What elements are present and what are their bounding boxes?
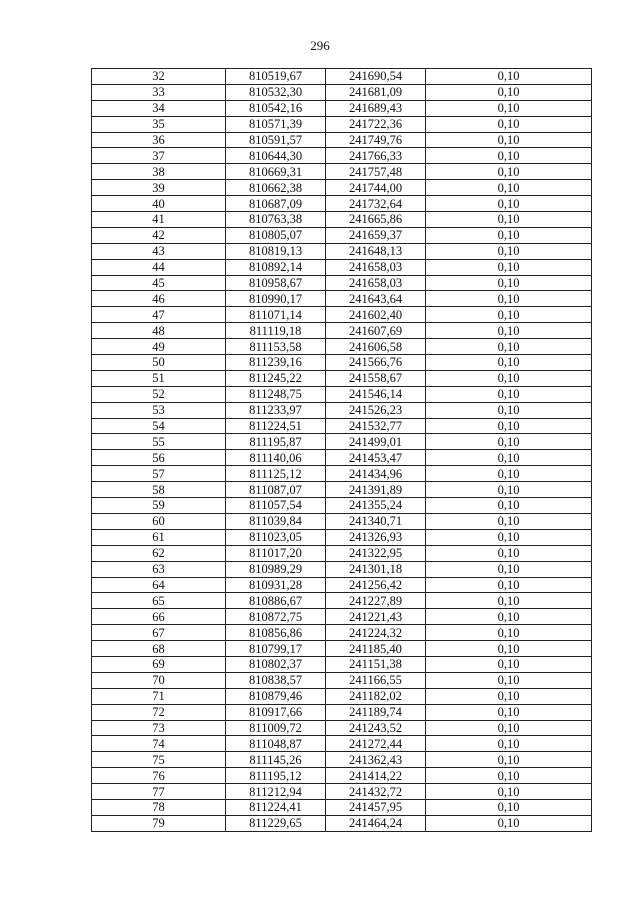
accuracy-cell: 0,10 bbox=[426, 434, 592, 450]
accuracy-cell: 0,10 bbox=[426, 227, 592, 243]
y-coordinate-cell: 241566,76 bbox=[326, 355, 426, 371]
table-row bbox=[92, 656, 592, 672]
table-row bbox=[92, 450, 592, 466]
point-number-cell: 37 bbox=[92, 148, 226, 164]
x-coordinate-cell: 811023,05 bbox=[226, 529, 326, 545]
accuracy-cell: 0,10 bbox=[426, 609, 592, 625]
y-coordinate-cell: 241362,43 bbox=[326, 752, 426, 768]
point-number-cell: 77 bbox=[92, 784, 226, 800]
point-number-cell: 41 bbox=[92, 212, 226, 228]
point-number-cell: 56 bbox=[92, 450, 226, 466]
accuracy-cell: 0,10 bbox=[426, 720, 592, 736]
table-row bbox=[92, 386, 592, 402]
y-coordinate-cell: 241434,96 bbox=[326, 466, 426, 482]
x-coordinate-cell: 810886,67 bbox=[226, 593, 326, 609]
x-coordinate-cell: 810687,09 bbox=[226, 196, 326, 212]
y-coordinate-cell: 241272,44 bbox=[326, 736, 426, 752]
accuracy-cell: 0,10 bbox=[426, 180, 592, 196]
y-coordinate-cell: 241690,54 bbox=[326, 69, 426, 85]
y-coordinate-cell: 241221,43 bbox=[326, 609, 426, 625]
coordinates-table-body bbox=[92, 69, 592, 832]
x-coordinate-cell: 810958,67 bbox=[226, 275, 326, 291]
point-number-cell: 38 bbox=[92, 164, 226, 180]
y-coordinate-cell: 241391,89 bbox=[326, 482, 426, 498]
y-coordinate-cell: 241224,32 bbox=[326, 625, 426, 641]
accuracy-cell: 0,10 bbox=[426, 243, 592, 259]
point-number-cell: 54 bbox=[92, 418, 226, 434]
accuracy-cell: 0,10 bbox=[426, 164, 592, 180]
accuracy-cell: 0,10 bbox=[426, 291, 592, 307]
x-coordinate-cell: 811048,87 bbox=[226, 736, 326, 752]
x-coordinate-cell: 810892,14 bbox=[226, 259, 326, 275]
page-number: 296 bbox=[310, 38, 330, 53]
x-coordinate-cell: 811009,72 bbox=[226, 720, 326, 736]
accuracy-cell: 0,10 bbox=[426, 100, 592, 116]
x-coordinate-cell: 810989,29 bbox=[226, 561, 326, 577]
table-row bbox=[92, 164, 592, 180]
accuracy-cell: 0,10 bbox=[426, 799, 592, 815]
table-row bbox=[92, 672, 592, 688]
y-coordinate-cell: 241658,03 bbox=[326, 275, 426, 291]
y-coordinate-cell: 241532,77 bbox=[326, 418, 426, 434]
point-number-cell: 78 bbox=[92, 799, 226, 815]
accuracy-cell: 0,10 bbox=[426, 577, 592, 593]
x-coordinate-cell: 810542,16 bbox=[226, 100, 326, 116]
y-coordinate-cell: 241256,42 bbox=[326, 577, 426, 593]
y-coordinate-cell: 241607,69 bbox=[326, 323, 426, 339]
accuracy-cell: 0,10 bbox=[426, 736, 592, 752]
accuracy-cell: 0,10 bbox=[426, 196, 592, 212]
table-row bbox=[92, 688, 592, 704]
table-row bbox=[92, 116, 592, 132]
table-row bbox=[92, 593, 592, 609]
point-number-cell: 52 bbox=[92, 386, 226, 402]
y-coordinate-cell: 241606,58 bbox=[326, 339, 426, 355]
table-row bbox=[92, 529, 592, 545]
accuracy-cell: 0,10 bbox=[426, 625, 592, 641]
table-row bbox=[92, 545, 592, 561]
table-row bbox=[92, 275, 592, 291]
x-coordinate-cell: 811233,97 bbox=[226, 402, 326, 418]
x-coordinate-cell: 811125,12 bbox=[226, 466, 326, 482]
accuracy-cell: 0,10 bbox=[426, 275, 592, 291]
table-row bbox=[92, 641, 592, 657]
y-coordinate-cell: 241301,18 bbox=[326, 561, 426, 577]
point-number-cell: 75 bbox=[92, 752, 226, 768]
accuracy-cell: 0,10 bbox=[426, 418, 592, 434]
point-number-cell: 51 bbox=[92, 370, 226, 386]
point-number-cell: 59 bbox=[92, 498, 226, 514]
point-number-cell: 39 bbox=[92, 180, 226, 196]
table-row bbox=[92, 243, 592, 259]
point-number-cell: 69 bbox=[92, 656, 226, 672]
table-row bbox=[92, 84, 592, 100]
accuracy-cell: 0,10 bbox=[426, 784, 592, 800]
point-number-cell: 67 bbox=[92, 625, 226, 641]
x-coordinate-cell: 810571,39 bbox=[226, 116, 326, 132]
table-row bbox=[92, 132, 592, 148]
x-coordinate-cell: 811119,18 bbox=[226, 323, 326, 339]
point-number-cell: 49 bbox=[92, 339, 226, 355]
y-coordinate-cell: 241414,22 bbox=[326, 768, 426, 784]
accuracy-cell: 0,10 bbox=[426, 339, 592, 355]
table-row bbox=[92, 609, 592, 625]
accuracy-cell: 0,10 bbox=[426, 672, 592, 688]
x-coordinate-cell: 810856,86 bbox=[226, 625, 326, 641]
point-number-cell: 60 bbox=[92, 513, 226, 529]
x-coordinate-cell: 811245,22 bbox=[226, 370, 326, 386]
x-coordinate-cell: 810802,37 bbox=[226, 656, 326, 672]
accuracy-cell: 0,10 bbox=[426, 323, 592, 339]
x-coordinate-cell: 811248,75 bbox=[226, 386, 326, 402]
table-row bbox=[92, 291, 592, 307]
point-number-cell: 62 bbox=[92, 545, 226, 561]
y-coordinate-cell: 241185,40 bbox=[326, 641, 426, 657]
y-coordinate-cell: 241749,76 bbox=[326, 132, 426, 148]
accuracy-cell: 0,10 bbox=[426, 355, 592, 371]
point-number-cell: 71 bbox=[92, 688, 226, 704]
x-coordinate-cell: 810519,67 bbox=[226, 69, 326, 85]
accuracy-cell: 0,10 bbox=[426, 307, 592, 323]
y-coordinate-cell: 241658,03 bbox=[326, 259, 426, 275]
y-coordinate-cell: 241558,67 bbox=[326, 370, 426, 386]
table-row bbox=[92, 180, 592, 196]
point-number-cell: 63 bbox=[92, 561, 226, 577]
table-row bbox=[92, 768, 592, 784]
y-coordinate-cell: 241722,36 bbox=[326, 116, 426, 132]
y-coordinate-cell: 241227,89 bbox=[326, 593, 426, 609]
y-coordinate-cell: 241189,74 bbox=[326, 704, 426, 720]
y-coordinate-cell: 241648,13 bbox=[326, 243, 426, 259]
point-number-cell: 40 bbox=[92, 196, 226, 212]
table-row bbox=[92, 339, 592, 355]
y-coordinate-cell: 241182,02 bbox=[326, 688, 426, 704]
accuracy-cell: 0,10 bbox=[426, 768, 592, 784]
accuracy-cell: 0,10 bbox=[426, 212, 592, 228]
x-coordinate-cell: 811224,41 bbox=[226, 799, 326, 815]
accuracy-cell: 0,10 bbox=[426, 688, 592, 704]
table-row bbox=[92, 513, 592, 529]
point-number-cell: 36 bbox=[92, 132, 226, 148]
y-coordinate-cell: 241326,93 bbox=[326, 529, 426, 545]
table-row bbox=[92, 69, 592, 85]
accuracy-cell: 0,10 bbox=[426, 561, 592, 577]
table-row bbox=[92, 259, 592, 275]
table-row bbox=[92, 482, 592, 498]
table-row bbox=[92, 370, 592, 386]
point-number-cell: 58 bbox=[92, 482, 226, 498]
accuracy-cell: 0,10 bbox=[426, 752, 592, 768]
table-row bbox=[92, 434, 592, 450]
point-number-cell: 47 bbox=[92, 307, 226, 323]
point-number-cell: 65 bbox=[92, 593, 226, 609]
y-coordinate-cell: 241166,55 bbox=[326, 672, 426, 688]
table-row bbox=[92, 196, 592, 212]
x-coordinate-cell: 810644,30 bbox=[226, 148, 326, 164]
accuracy-cell: 0,10 bbox=[426, 116, 592, 132]
x-coordinate-cell: 811229,65 bbox=[226, 815, 326, 831]
accuracy-cell: 0,10 bbox=[426, 84, 592, 100]
x-coordinate-cell: 810669,31 bbox=[226, 164, 326, 180]
point-number-cell: 34 bbox=[92, 100, 226, 116]
x-coordinate-cell: 810819,13 bbox=[226, 243, 326, 259]
point-number-cell: 73 bbox=[92, 720, 226, 736]
y-coordinate-cell: 241546,14 bbox=[326, 386, 426, 402]
y-coordinate-cell: 241643,64 bbox=[326, 291, 426, 307]
point-number-cell: 32 bbox=[92, 69, 226, 85]
x-coordinate-cell: 811039,84 bbox=[226, 513, 326, 529]
y-coordinate-cell: 241322,95 bbox=[326, 545, 426, 561]
x-coordinate-cell: 810931,28 bbox=[226, 577, 326, 593]
accuracy-cell: 0,10 bbox=[426, 402, 592, 418]
accuracy-cell: 0,10 bbox=[426, 545, 592, 561]
x-coordinate-cell: 810917,66 bbox=[226, 704, 326, 720]
y-coordinate-cell: 241744,00 bbox=[326, 180, 426, 196]
table-row bbox=[92, 784, 592, 800]
table-row bbox=[92, 418, 592, 434]
x-coordinate-cell: 811057,54 bbox=[226, 498, 326, 514]
table-row bbox=[92, 815, 592, 831]
x-coordinate-cell: 811140,06 bbox=[226, 450, 326, 466]
y-coordinate-cell: 241732,64 bbox=[326, 196, 426, 212]
x-coordinate-cell: 810591,57 bbox=[226, 132, 326, 148]
accuracy-cell: 0,10 bbox=[426, 593, 592, 609]
table-row bbox=[92, 323, 592, 339]
x-coordinate-cell: 810838,57 bbox=[226, 672, 326, 688]
point-number-cell: 57 bbox=[92, 466, 226, 482]
table-row bbox=[92, 227, 592, 243]
table-row bbox=[92, 799, 592, 815]
accuracy-cell: 0,10 bbox=[426, 656, 592, 672]
x-coordinate-cell: 811017,20 bbox=[226, 545, 326, 561]
x-coordinate-cell: 811087,07 bbox=[226, 482, 326, 498]
table-row bbox=[92, 577, 592, 593]
y-coordinate-cell: 241457,95 bbox=[326, 799, 426, 815]
point-number-cell: 48 bbox=[92, 323, 226, 339]
accuracy-cell: 0,10 bbox=[426, 148, 592, 164]
table-row bbox=[92, 307, 592, 323]
point-number-cell: 61 bbox=[92, 529, 226, 545]
table-row bbox=[92, 720, 592, 736]
x-coordinate-cell: 811212,94 bbox=[226, 784, 326, 800]
y-coordinate-cell: 241340,71 bbox=[326, 513, 426, 529]
y-coordinate-cell: 241689,43 bbox=[326, 100, 426, 116]
table-row bbox=[92, 212, 592, 228]
y-coordinate-cell: 241665,86 bbox=[326, 212, 426, 228]
x-coordinate-cell: 811239,16 bbox=[226, 355, 326, 371]
y-coordinate-cell: 241659,37 bbox=[326, 227, 426, 243]
point-number-cell: 44 bbox=[92, 259, 226, 275]
point-number-cell: 74 bbox=[92, 736, 226, 752]
x-coordinate-cell: 811195,12 bbox=[226, 768, 326, 784]
accuracy-cell: 0,10 bbox=[426, 498, 592, 514]
accuracy-cell: 0,10 bbox=[426, 482, 592, 498]
point-number-cell: 50 bbox=[92, 355, 226, 371]
point-number-cell: 70 bbox=[92, 672, 226, 688]
y-coordinate-cell: 241681,09 bbox=[326, 84, 426, 100]
table-row bbox=[92, 466, 592, 482]
table-row bbox=[92, 498, 592, 514]
y-coordinate-cell: 241355,24 bbox=[326, 498, 426, 514]
point-number-cell: 42 bbox=[92, 227, 226, 243]
point-number-cell: 64 bbox=[92, 577, 226, 593]
table-row bbox=[92, 704, 592, 720]
accuracy-cell: 0,10 bbox=[426, 386, 592, 402]
y-coordinate-cell: 241453,47 bbox=[326, 450, 426, 466]
y-coordinate-cell: 241602,40 bbox=[326, 307, 426, 323]
accuracy-cell: 0,10 bbox=[426, 815, 592, 831]
accuracy-cell: 0,10 bbox=[426, 132, 592, 148]
point-number-cell: 33 bbox=[92, 84, 226, 100]
table-row bbox=[92, 148, 592, 164]
accuracy-cell: 0,10 bbox=[426, 513, 592, 529]
table-row bbox=[92, 402, 592, 418]
table-row bbox=[92, 736, 592, 752]
accuracy-cell: 0,10 bbox=[426, 370, 592, 386]
x-coordinate-cell: 811153,58 bbox=[226, 339, 326, 355]
x-coordinate-cell: 811224,51 bbox=[226, 418, 326, 434]
accuracy-cell: 0,10 bbox=[426, 259, 592, 275]
point-number-cell: 79 bbox=[92, 815, 226, 831]
accuracy-cell: 0,10 bbox=[426, 704, 592, 720]
table-row bbox=[92, 561, 592, 577]
y-coordinate-cell: 241757,48 bbox=[326, 164, 426, 180]
x-coordinate-cell: 811145,26 bbox=[226, 752, 326, 768]
accuracy-cell: 0,10 bbox=[426, 450, 592, 466]
point-number-cell: 72 bbox=[92, 704, 226, 720]
point-number-cell: 66 bbox=[92, 609, 226, 625]
table-row bbox=[92, 355, 592, 371]
x-coordinate-cell: 810763,38 bbox=[226, 212, 326, 228]
coordinates-table bbox=[91, 68, 592, 832]
x-coordinate-cell: 810532,30 bbox=[226, 84, 326, 100]
point-number-cell: 45 bbox=[92, 275, 226, 291]
point-number-cell: 35 bbox=[92, 116, 226, 132]
x-coordinate-cell: 810990,17 bbox=[226, 291, 326, 307]
y-coordinate-cell: 241464,24 bbox=[326, 815, 426, 831]
x-coordinate-cell: 811195,87 bbox=[226, 434, 326, 450]
y-coordinate-cell: 241499,01 bbox=[326, 434, 426, 450]
x-coordinate-cell: 811071,14 bbox=[226, 307, 326, 323]
y-coordinate-cell: 241243,52 bbox=[326, 720, 426, 736]
y-coordinate-cell: 241526,23 bbox=[326, 402, 426, 418]
x-coordinate-cell: 810805,07 bbox=[226, 227, 326, 243]
accuracy-cell: 0,10 bbox=[426, 466, 592, 482]
y-coordinate-cell: 241432,72 bbox=[326, 784, 426, 800]
accuracy-cell: 0,10 bbox=[426, 69, 592, 85]
y-coordinate-cell: 241151,38 bbox=[326, 656, 426, 672]
point-number-cell: 46 bbox=[92, 291, 226, 307]
y-coordinate-cell: 241766,33 bbox=[326, 148, 426, 164]
x-coordinate-cell: 810879,46 bbox=[226, 688, 326, 704]
x-coordinate-cell: 810799,17 bbox=[226, 641, 326, 657]
point-number-cell: 43 bbox=[92, 243, 226, 259]
table-row bbox=[92, 100, 592, 116]
x-coordinate-cell: 810662,38 bbox=[226, 180, 326, 196]
accuracy-cell: 0,10 bbox=[426, 641, 592, 657]
table-row bbox=[92, 625, 592, 641]
point-number-cell: 68 bbox=[92, 641, 226, 657]
x-coordinate-cell: 810872,75 bbox=[226, 609, 326, 625]
point-number-cell: 53 bbox=[92, 402, 226, 418]
point-number-cell: 76 bbox=[92, 768, 226, 784]
table-row bbox=[92, 752, 592, 768]
accuracy-cell: 0,10 bbox=[426, 529, 592, 545]
point-number-cell: 55 bbox=[92, 434, 226, 450]
